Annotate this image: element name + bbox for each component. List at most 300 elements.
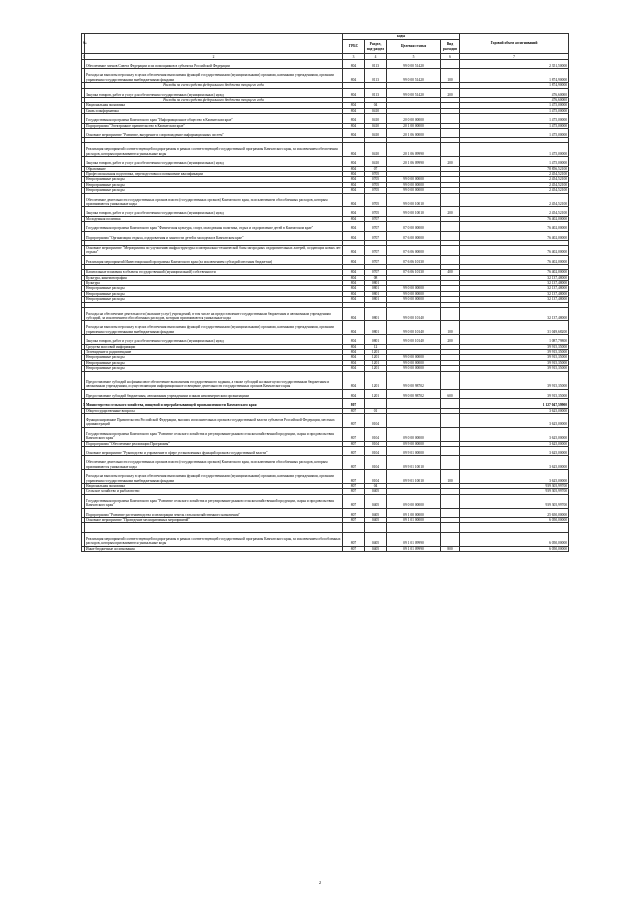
row-grbs: 807 (343, 489, 365, 494)
row-section: 0113 (365, 60, 387, 69)
row-name: Государственная программа Камчатского края "Развитие сельского хозяйства и регулирование рынков сельскохозяйственной продукции, сырья и продовольствия Камчатского края" (85, 494, 343, 508)
row-grbs: 804 (343, 321, 365, 335)
row-number: 5 (82, 399, 85, 408)
row-grbs: 804 (343, 286, 365, 291)
row-section: 0405 (365, 546, 387, 551)
row-target-article (387, 523, 441, 532)
row-grbs: 807 (343, 532, 365, 546)
row-grbs: 804 (343, 255, 365, 264)
row-sum: 939 305,99700 (460, 489, 569, 494)
table-row (82, 69, 569, 83)
row-target-article: 07 6 06 00000 (387, 245, 441, 255)
row-section: 04 (365, 103, 387, 108)
row-expense-type: 200 (441, 157, 460, 166)
row-section: 04 (365, 484, 387, 489)
header-annual-volume: Годовой объем ассигнований (460, 34, 569, 54)
table-row (82, 255, 569, 264)
row-grbs: 804 (343, 193, 365, 207)
row-name: Непрограммные расходы (85, 366, 343, 371)
table-row (82, 114, 569, 123)
table-row (82, 321, 569, 335)
row-grbs: 807 (343, 494, 365, 508)
row-expense-type (441, 307, 460, 321)
page-number: 2 (318, 880, 322, 885)
row-target-article: 99 0 00 51420 (387, 88, 441, 97)
row-sum: 32 137,48000 (460, 291, 569, 296)
row-section: 1201 (365, 366, 387, 371)
row-sum: 31 049,68200 (460, 321, 569, 335)
row-sum: 3 625,00000 (460, 447, 569, 456)
row-target-article: 99 0 00 10140 (387, 335, 441, 344)
row-target-article: 99 0 00 00000 (387, 297, 441, 302)
table-row (82, 129, 569, 138)
row-sum: 939 305,99700 (460, 484, 569, 489)
row-target-article: 09 9 00 00000 (387, 441, 441, 446)
row-expense-type (441, 508, 460, 517)
row-expense-type (441, 532, 460, 546)
row-name: Национальная экономика (85, 103, 343, 108)
row-section: 0405 (365, 494, 387, 508)
row-sum: 78 856,52100 (460, 166, 569, 171)
row-name: Расходы за счет средств федерального бюджета текущего года (85, 83, 343, 88)
row-grbs: 804 (343, 108, 365, 113)
row-target-article: 99 0 00 00000 (387, 182, 441, 187)
row-section: 0707 (365, 255, 387, 264)
row-section: 1201 (365, 371, 387, 389)
row-sum: 1 475,00000 (460, 114, 569, 123)
row-grbs: 807 (343, 414, 365, 428)
row-grbs: 804 (343, 123, 365, 128)
row-expense-type (441, 371, 460, 389)
column-number-2: 2 (85, 54, 343, 60)
row-grbs: 804 (343, 166, 365, 171)
row-target-article: 20 1 00 00000 (387, 123, 441, 128)
row-name: Подпрограмма "Обеспечение реализации Программы" (85, 441, 343, 446)
row-sum: 2 454,52100 (460, 171, 569, 176)
row-sum: 3 625,00000 (460, 456, 569, 470)
row-sum: 3 625,00000 (460, 470, 569, 484)
row-grbs: 804 (343, 216, 365, 221)
table-row (82, 447, 569, 456)
row-sum: 6 050,00000 (460, 546, 569, 551)
row-expense-type: 400 (441, 270, 460, 275)
row-section: 08 (365, 275, 387, 280)
row-grbs: 804 (343, 231, 365, 240)
row-expense-type (441, 114, 460, 123)
row-name: Реализация мероприятий соответствующей подпрограммы в рамках соответствующей государственной программы Камчатского края, за исключением обособленных расходов, которым присваиваются уникальные коды (85, 532, 343, 546)
row-expense-type (441, 399, 460, 408)
row-grbs: 804 (343, 143, 365, 157)
row-grbs: 807 (343, 447, 365, 456)
row-target-article: 20 1 06 09990 (387, 157, 441, 166)
row-target-article: 20 1 06 09990 (387, 143, 441, 157)
row-section: 0705 (365, 182, 387, 187)
row-target-article: 09 1 00 00000 (387, 508, 441, 517)
row-sum: 25 650,00000 (460, 508, 569, 517)
row-name: Министерство сельского хозяйства, пищевой и перерабатывающей промышленности Камчатского края (85, 399, 343, 408)
row-expense-type: 100 (441, 69, 460, 83)
row-target-article: 99 0 00 10140 (387, 321, 441, 335)
row-expense-type (441, 456, 460, 470)
row-sum: 2 454,52100 (460, 182, 569, 187)
row-section: 0801 (365, 297, 387, 302)
row-name: Основное мероприятие "Руководство и управление в сфере установленных функций органов государственной власти" (85, 447, 343, 456)
row-grbs: 807 (343, 408, 365, 413)
row-sum: 39 915,35000 (460, 355, 569, 360)
row-name: Предоставление субсидий на финансовое обеспечение выполнения государственного задания, а также субсидий на иные цели государственным бюджетным и автономным учреждениям, осуществляющим информационное освещение деятельности государственных органов Камчатского края (85, 371, 343, 389)
row-sum: 1 475,00000 (460, 108, 569, 113)
row-grbs: 807 (343, 441, 365, 446)
row-section: 0410 (365, 114, 387, 123)
row-grbs (343, 523, 365, 532)
row-section: 1201 (365, 389, 387, 398)
row-target-article: 99 0 00 98702 (387, 371, 441, 389)
row-grbs: 807 (343, 484, 365, 489)
row-name: Предоставление субсидий бюджетным, автономным учреждениям и иным некоммерческим организациям (85, 389, 343, 398)
row-sum: 76 402,00000 (460, 255, 569, 264)
row-target-article: 99 0 00 00000 (387, 366, 441, 371)
row-target-article: 09 9 01 00000 (387, 447, 441, 456)
row-sum: 32 137,48000 (460, 307, 569, 321)
header-grbs: ГРБС (343, 40, 365, 54)
row-name: Образование (85, 166, 343, 171)
header-number: № (82, 34, 85, 54)
row-expense-type (441, 523, 460, 532)
row-target-article: 99 0 00 00000 (387, 360, 441, 365)
table-row (82, 399, 569, 408)
row-grbs: 804 (343, 103, 365, 108)
row-grbs: 807 (343, 470, 365, 484)
table-row (82, 456, 569, 470)
row-grbs: 807 (343, 399, 365, 408)
row-grbs: 804 (343, 207, 365, 216)
row-expense-type (441, 245, 460, 255)
row-name: Непрограммные расходы (85, 188, 343, 193)
row-target-article: 99 0 00 51420 (387, 60, 441, 69)
row-expense-type: 200 (441, 335, 460, 344)
row-name: Непрограммные расходы (85, 360, 343, 365)
row-name: Общегосударственные вопросы (85, 408, 343, 413)
row-name: Расходы на обеспечение деятельности (оказание услуг) учреждений, в том числе на предоставление государственным бюджетным и автономным учреждениям субсидий, за исключением обособленных расходов, которым присваиваются уникальные коды (85, 307, 343, 321)
row-sum: 32 137,48000 (460, 286, 569, 291)
table-row (82, 532, 569, 546)
row-sum: 6 050,00000 (460, 532, 569, 546)
row-section: 0410 (365, 143, 387, 157)
row-grbs: 804 (343, 335, 365, 344)
table-row (82, 335, 569, 344)
table-row (82, 494, 569, 508)
table-header (82, 34, 569, 60)
row-section: 0113 (365, 69, 387, 83)
row-sum: 1 087,79800 (460, 335, 569, 344)
row-name: Непрограммные расходы (85, 297, 343, 302)
row-expense-type: 600 (441, 389, 460, 398)
table-body (82, 60, 569, 552)
row-name: Расходы на выплаты персоналу в целях обеспечения выполнения функций государственными (муниципальными) органами, казенными учреждениями, органами управления государственными внебюджетными фондами (85, 321, 343, 335)
row-target-article: 99 0 00 00000 (387, 355, 441, 360)
row-name: Основное мероприятие "Мероприятия по улучшению инфраструктуры и материально-технической базы загородных оздоровительных лагерей, создающих новых лет отдыха" (86, 245, 341, 255)
table-row (82, 157, 569, 166)
row-name: Культура (85, 281, 343, 286)
column-number-3: 3 (343, 54, 365, 60)
table-row (82, 207, 569, 216)
row-expense-type: 100 (441, 321, 460, 335)
row-name: Национальная экономика (85, 484, 343, 489)
row-grbs: 807 (343, 546, 365, 551)
row-sum (460, 523, 569, 532)
row-section: 0705 (365, 188, 387, 193)
row-sum: 39 915,35000 (460, 344, 569, 349)
table-row (82, 523, 569, 532)
row-section: 0705 (365, 177, 387, 182)
row-section: 0104 (365, 470, 387, 484)
row-name: Подпрограмма "Развитие растениеводства и мелиорации земель сельскохозяйственного назначения" (85, 508, 343, 517)
row-name: Функционирование Правительства Российской Федерации, высших исполнительных органов государственной власти субъектов Российской Федерации, местных администраций (85, 414, 343, 428)
row-grbs: 804 (343, 350, 365, 355)
row-sum: 39 915,35000 (460, 360, 569, 365)
row-name: Реализация мероприятий Инвестиционной программы Камчатского края (за исключением субсидий местным бюджетам) (85, 255, 343, 264)
row-section (365, 399, 387, 408)
row-target-article: 99 0 00 51420 (387, 69, 441, 83)
row-expense-type (441, 143, 460, 157)
row-sum: 39 915,35000 (460, 389, 569, 398)
row-name: Реализация мероприятий соответствующей подпрограммы в рамках соответствующей государственной программы Камчатского края, за исключением обеспечения расходов, которым присваиваются уникальные коды (85, 143, 343, 157)
row-sum: 1 475,00000 (460, 123, 569, 128)
row-section: 07 (365, 166, 387, 171)
row-sum: 32 137,48000 (460, 275, 569, 280)
row-expense-type: 100 (441, 470, 460, 484)
row-name: Культура, кинематография (85, 275, 343, 280)
row-section: 0801 (365, 335, 387, 344)
row-section: 0707 (365, 222, 387, 231)
row-target-article: 99 0 00 98702 (387, 389, 441, 398)
header-codes: коды (343, 34, 460, 40)
row-target-article: 09 0 00 00000 (387, 494, 441, 508)
row-grbs: 804 (343, 157, 365, 166)
row-target-article: 09 9 01 10010 (387, 456, 441, 470)
row-grbs: 804 (343, 171, 365, 176)
row-section (365, 523, 387, 532)
row-expense-type (441, 414, 460, 428)
row-target-article (387, 414, 441, 428)
row-sum: 476,60000 (460, 97, 569, 102)
row-grbs: 804 (343, 222, 365, 231)
row-section: 0707 (365, 245, 387, 255)
row-grbs: 804 (343, 307, 365, 321)
row-section: 1201 (365, 360, 387, 365)
row-expense-type (441, 129, 460, 138)
row-sum: 76 402,00000 (460, 270, 569, 275)
table-row (82, 389, 569, 398)
row-target-article: 09 9 01 10010 (387, 470, 441, 484)
row-grbs: 804 (343, 275, 365, 280)
table-row (82, 222, 569, 231)
row-name: Закупка товаров, работ и услуг для обеспечения государственных (муниципальных) нужд (85, 207, 343, 216)
row-expense-type (441, 222, 460, 231)
row-section: 0410 (365, 129, 387, 138)
row-target-article: 99 0 00 10140 (387, 307, 441, 321)
table-row (82, 427, 569, 441)
row-sum: 939 305,99700 (460, 494, 569, 508)
column-number-6: 6 (441, 54, 460, 60)
table-row (82, 60, 569, 69)
row-section: 0705 (365, 207, 387, 216)
row-target-article: 99 0 00 10010 (387, 193, 441, 207)
row-name: Непрограммные расходы (85, 355, 343, 360)
row-name: Обеспечение членов Совета Федерации и их помощников в субъектах Российской Федерации (85, 60, 343, 69)
row-name: Непрограммные расходы (85, 291, 343, 296)
row-sum: 476,60000 (460, 88, 569, 97)
row-name: Расходы на выплаты персоналу в целях обеспечения выполнения функций государственными (муниципальными) органами, казенными учреждениями, органами управления государственными внебюджетными фондами (85, 470, 343, 484)
column-number-1: 1 (83, 54, 85, 59)
row-sum: 3 625,00000 (460, 414, 569, 428)
row-expense-type (441, 231, 460, 240)
row-name: Подпрограмма "Электронное правительство в Камчатском крае" (85, 123, 343, 128)
row-section: 0405 (365, 532, 387, 546)
row-section: 0113 (365, 88, 387, 97)
row-grbs: 807 (343, 427, 365, 441)
row-sum: 1 475,00000 (460, 157, 569, 166)
row-section: 0104 (365, 447, 387, 456)
row-name: Непрограммные расходы (85, 286, 343, 291)
row-section: 0705 (365, 171, 387, 176)
row-section: 0801 (365, 307, 387, 321)
row-target-article: 99 0 00 00000 (387, 291, 441, 296)
row-name (85, 523, 343, 532)
row-grbs: 804 (343, 291, 365, 296)
row-sum: 6 050,00000 (460, 518, 569, 523)
row-grbs: 804 (343, 69, 365, 83)
row-name: Молодежная политика (85, 216, 343, 221)
row-sum: 1 874,90000 (460, 83, 569, 88)
row-name: Непрограммные расходы (85, 182, 343, 187)
row-sum: 1 874,90000 (460, 69, 569, 83)
header-expense-type: Вид расходов (441, 40, 460, 54)
row-grbs: 804 (343, 182, 365, 187)
row-grbs: 804 (343, 389, 365, 398)
table-row (82, 414, 569, 428)
row-section: 0405 (365, 518, 387, 523)
table-row (82, 193, 569, 207)
row-sum: 2 351,50000 (460, 60, 569, 69)
row-name: Связь и информатика (85, 108, 343, 113)
row-sum: 32 137,48000 (460, 297, 569, 302)
row-sum: 32 137,48000 (460, 281, 569, 286)
row-sum: 3 625,00000 (460, 427, 569, 441)
row-target-article: 07 6 00 00000 (387, 231, 441, 240)
row-expense-type (441, 193, 460, 207)
column-number-4: 4 (365, 54, 387, 60)
header-target-article: Целевая статья (387, 40, 441, 54)
row-target-article: 99 0 00 00000 (387, 188, 441, 193)
table-row (82, 307, 569, 321)
row-grbs: 804 (343, 371, 365, 389)
row-section: 0705 (365, 193, 387, 207)
row-expense-type (441, 494, 460, 508)
table-row (82, 508, 569, 517)
row-name: Закупка товаров, работ и услуг для обеспечения государственных (муниципальных) нужд (85, 157, 343, 166)
table-row (82, 143, 569, 157)
row-sum: 2 454,52100 (460, 177, 569, 182)
row-section: 0410 (365, 108, 387, 113)
row-sum: 1 475,00000 (460, 129, 569, 138)
row-grbs: 804 (343, 360, 365, 365)
row-sum: 76 402,00000 (460, 222, 569, 231)
row-sum: 1 475,00000 (460, 103, 569, 108)
row-target-article: 07 6 06 10130 (387, 255, 441, 264)
row-sum: 1 475,00000 (460, 143, 569, 157)
row-grbs: 804 (343, 114, 365, 123)
row-section: 0801 (365, 286, 387, 291)
table-row (82, 245, 569, 255)
row-grbs: 804 (343, 177, 365, 182)
row-name: Сельское хозяйство и рыболовство (85, 489, 343, 494)
row-target-article: 09 0 00 00000 (387, 427, 441, 441)
row-name: Непрограммные расходы (85, 177, 343, 182)
row-name: Закупка товаров, работ и услуг для обеспечения государственных (муниципальных) нужд (85, 335, 343, 344)
table-row (82, 88, 569, 97)
row-grbs: 804 (343, 366, 365, 371)
row-name: Профессиональная подготовка, переподготовка и повышение квалификации (85, 171, 343, 176)
row-name: Закупка товаров, работ и услуг для обеспечения государственных (муниципальных) нужд (85, 88, 343, 97)
row-sum: 39 915,35000 (460, 350, 569, 355)
row-grbs: 804 (343, 129, 365, 138)
row-name: Основное мероприятие "Развитие, внедрение и сопровождение информационных систем" (85, 129, 343, 138)
row-name: Расходы за счет средств федерального бюджета текущего года (85, 97, 343, 102)
row-grbs: 804 (343, 355, 365, 360)
row-section: 0104 (365, 441, 387, 446)
row-sum: 76 402,00000 (460, 245, 569, 255)
row-section: 0707 (365, 270, 387, 275)
row-sum: 39 915,35000 (460, 366, 569, 371)
header-name (85, 34, 343, 54)
row-target-article: 99 0 00 10010 (387, 207, 441, 216)
row-sum: 76 402,00000 (460, 231, 569, 240)
row-name: Государственная программа Камчатского края "Физическая культура, спорт, молодежная политика, отдых и оздоровление детей в Камчатском крае" (85, 222, 343, 231)
row-section: 0410 (365, 123, 387, 128)
row-grbs: 807 (343, 508, 365, 517)
row-sum: 2 454,52100 (460, 207, 569, 216)
row-expense-type (441, 255, 460, 264)
row-grbs: 804 (343, 344, 365, 349)
table-row (82, 470, 569, 484)
row-name: Обеспечение деятельности государственных органов власти (государственных органов) Камчатского края, за исключением обособленных расходов, которым присваиваются уникальные коды (85, 456, 343, 470)
row-grbs: 804 (343, 88, 365, 97)
row-name: Государственная программа Камчатского края "Развитие сельского хозяйства и регулирование рынков сельскохозяйственной продукции, сырья и продовольствия Камчатского края" (85, 427, 343, 441)
row-grbs: 804 (343, 60, 365, 69)
row-target-article: 09 1 01 09990 (387, 532, 441, 546)
row-name: Иные бюджетные ассигнования (85, 546, 343, 551)
row-section: 12 (365, 344, 387, 349)
row-sum: 2 454,52100 (460, 193, 569, 207)
row-name: Телевидение и радиовещание (85, 350, 343, 355)
table-row (82, 546, 569, 551)
row-grbs: 804 (343, 297, 365, 302)
row-target-article: 09 1 01 00000 (387, 518, 441, 523)
row-section: 1201 (365, 350, 387, 355)
row-target-article: 07 6 06 10130 (387, 270, 441, 275)
row-section: 0410 (365, 157, 387, 166)
column-number-5: 5 (387, 54, 441, 60)
row-section: 0801 (365, 291, 387, 296)
row-section: 0707 (365, 231, 387, 240)
row-expense-type: 200 (441, 207, 460, 216)
row-target-article: 99 0 00 00000 (387, 177, 441, 182)
row-sum: 1 127 047,59900 (460, 399, 569, 408)
row-target-article: 07 0 00 00000 (387, 222, 441, 231)
row-name: Обеспечение деятельности государственных органов власти (государственных органов) Камчатского края, за исключением обособленных расходов, которым присваиваются уникальные коды (85, 193, 343, 207)
row-expense-type: 200 (441, 88, 460, 97)
